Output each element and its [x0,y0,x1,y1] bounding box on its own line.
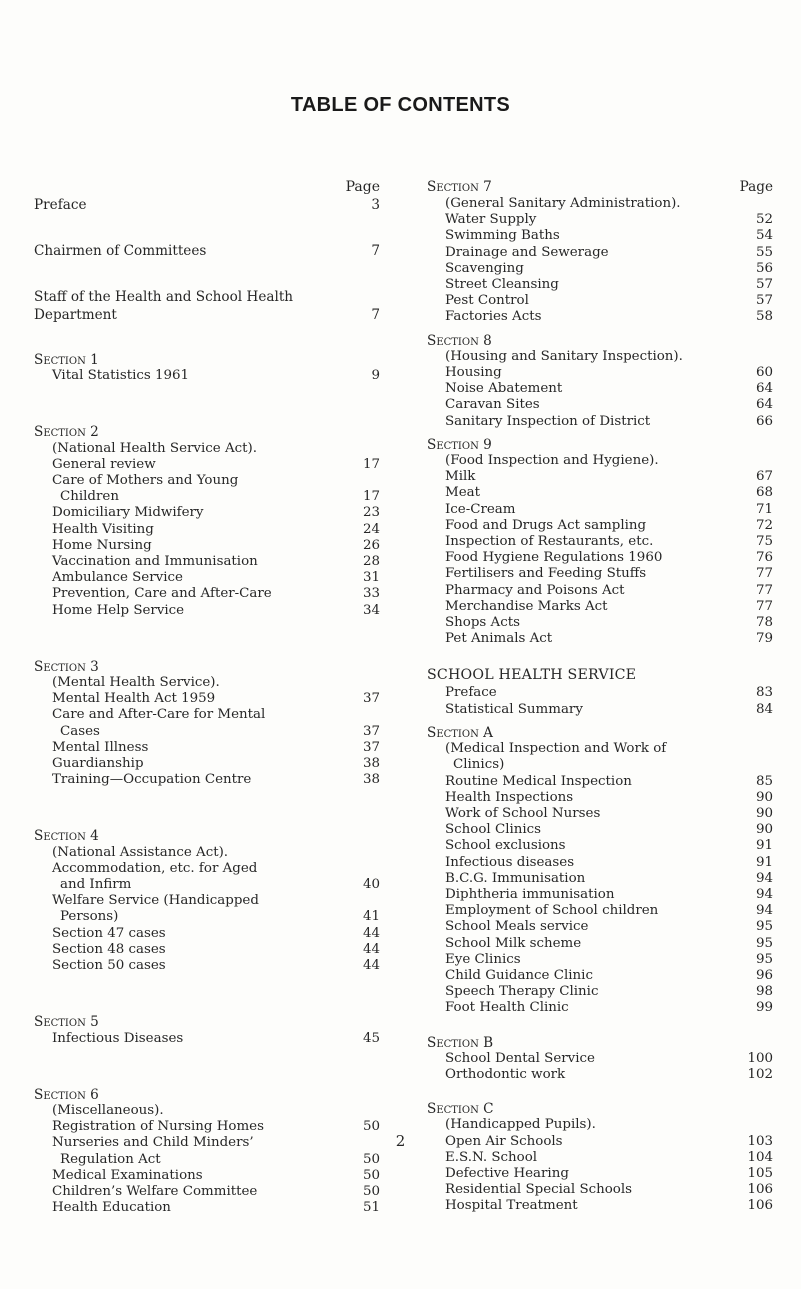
section-3-items [34,691,380,788]
toc-entry-label: Mental Health Act 1959 [52,691,216,707]
toc-entry-page: 37 [362,723,380,739]
section-heading: Section 7 [427,179,492,195]
toc-entry-label: and Infirm [60,877,132,893]
toc-entry[interactable] [34,489,380,505]
section-heading: Section 8 [427,332,492,349]
toc-entry-label: Pet Animals Act [445,631,553,647]
toc-entry-label: Inspection of Restaurants, etc. [445,534,654,550]
toc-entry-label: Employment of School children [445,903,659,919]
toc-entry[interactable] [427,702,773,718]
toc-entry-label: Regulation Act [60,1151,161,1167]
toc-entry-page: 44 [362,941,380,957]
toc-entry-label: Speech Therapy Clinic [445,984,599,1000]
toc-entry-label: Scavenging [445,260,524,276]
toc-entry-label: Health Visiting [52,521,154,537]
toc-entry[interactable] [34,473,380,489]
toc-entry-label: E.S.N. School [445,1149,538,1165]
toc-entry[interactable] [427,277,773,293]
toc-entry[interactable] [34,909,380,925]
toc-entry-page: 38 [362,756,380,772]
toc-entry-page: 103 [747,1133,773,1149]
section-b-items [427,1051,773,1083]
toc-entry[interactable] [427,212,773,228]
toc-entry[interactable] [427,599,773,615]
toc-entry[interactable] [34,861,380,877]
toc-entry-label: Child Guidance Clinic [445,967,593,983]
toc-entry-label: Children [60,489,119,505]
toc-entry-page: 37 [362,691,380,707]
toc-entry-page: 54 [755,228,773,244]
toc-entry-page: 23 [362,505,380,521]
toc-entry-page: 99 [755,1000,773,1016]
toc-entry-page: 85 [755,773,773,789]
toc-entry[interactable] [427,919,773,935]
section-heading: Section B [427,1034,494,1051]
section-8-items [427,365,773,430]
toc-entry-label: Housing [445,365,502,381]
toc-entry[interactable] [34,958,380,974]
toc-entry-page: 106 [747,1182,773,1198]
toc-entry-label: Medical Examinations [52,1167,203,1183]
toc-entry-page: 50 [362,1119,380,1135]
toc-entry[interactable] [427,261,773,277]
toc-entry-label: Care and After-Care for Mental [52,707,266,723]
page-title: TABLE OF CONTENTS [290,94,511,116]
toc-entry-label: Work of School Nurses [445,805,601,821]
toc-entry-label: Shops Acts [445,615,520,631]
toc-entry-label: Sanitary Inspection of District [445,413,651,429]
toc-entry-page: 50 [362,1167,380,1183]
toc-entry[interactable] [427,685,773,701]
toc-entry-label: Training—Occupation Centre [52,772,252,788]
toc-entry[interactable] [34,538,380,554]
toc-entry-page: 64 [755,381,773,397]
toc-entry[interactable] [34,457,380,473]
toc-entry-label: Caravan Sites [445,397,540,413]
section-heading: Section C [427,1101,494,1118]
toc-entry[interactable] [34,724,380,740]
toc-entry[interactable] [427,615,773,631]
section-heading: Section 2 [34,424,99,441]
toc-entry[interactable] [427,822,773,838]
toc-entry-label: Care of Mothers and Young [52,473,239,489]
toc-entry-label: Water Supply [445,212,537,228]
toc-entry-page: 50 [362,1183,380,1199]
toc-entry[interactable] [427,485,773,501]
toc-entry[interactable] [427,1150,773,1166]
section-subtitle: (Miscellaneous). [52,1102,164,1118]
toc-entry[interactable] [427,1051,773,1067]
toc-entry-page: 41 [362,909,380,925]
toc-entry-label: Merchandise Marks Act [445,598,608,614]
toc-entry-page: 44 [362,925,380,941]
section-subtitle: Clinics) [453,757,505,773]
toc-entry-page: 100 [747,1050,773,1066]
toc-entry-staff[interactable]: Staff of the Health and School Health Department 7 [34,289,380,323]
toc-entry[interactable] [427,871,773,887]
section-4-items [34,861,380,974]
toc-entry-label: General review [52,456,156,472]
toc-entry-label: Ambulance Service [52,570,183,586]
toc-entry-page: 75 [755,534,773,550]
toc-entry[interactable] [34,707,380,723]
toc-entry-chairmen[interactable]: Chairmen of Committees 7 [34,243,380,259]
toc-entry-page: 96 [755,967,773,983]
toc-entry-page: 91 [755,854,773,870]
toc-entry[interactable] [427,952,773,968]
toc-entry[interactable] [34,1168,380,1184]
toc-entry-page: 94 [755,903,773,919]
toc-entry-page: 24 [362,521,380,537]
toc-entry-page: 106 [747,1198,773,1214]
toc-entry-page: 77 [755,598,773,614]
toc-entry-label: School Dental Service [445,1050,595,1066]
toc-entry-label: Infectious Diseases [52,1030,184,1046]
toc-entry-label: Home Help Service [52,602,185,618]
toc-entry[interactable] [427,1067,773,1083]
toc-entry-label: Orthodontic work [445,1066,566,1082]
section-2-items [34,457,380,619]
toc-entry-page: 44 [362,958,380,974]
toc-entry-label: Hospital Treatment [445,1198,578,1214]
toc-entry-label: Milk [445,469,476,485]
toc-entry-label: Health Inspections [445,789,574,805]
section-1-items [34,368,380,384]
toc-entry-label: Pharmacy and Poisons Act [445,582,625,598]
section-heading: Section 5 [34,1014,99,1031]
page-column-header: Page [345,179,380,195]
toc-entry[interactable] [34,505,380,521]
toc-entry-label: Section 47 cases [52,925,166,941]
toc-entry-label: Ice-Cream [445,501,516,517]
toc-entry-page: 83 [755,685,773,701]
toc-entry-page: 50 [362,1151,380,1167]
toc-entry-page: 71 [755,501,773,517]
toc-entry[interactable] [427,502,773,518]
toc-entry-label: Cases [60,723,100,739]
toc-entry[interactable] [34,554,380,570]
toc-entry-label: Vaccination and Immunisation [52,554,258,570]
toc-entry-page: 68 [755,485,773,501]
toc-entry-page: 33 [362,586,380,602]
toc-entry-label: Noise Abatement [445,381,563,397]
toc-entry-label: Factories Acts [445,309,542,325]
toc-entry-label: Drainage and Sewerage [445,244,609,260]
toc-entry[interactable] [427,1198,773,1214]
toc-entry[interactable] [427,228,773,244]
toc-entry-page: 17 [362,489,380,505]
toc-entry-label: Vital Statistics 1961 [52,368,190,384]
toc-entry[interactable] [427,566,773,582]
toc-entry-label: Guardianship [52,756,144,772]
section-9-items [427,469,773,647]
toc-entry[interactable] [34,942,380,958]
toc-entry[interactable] [427,855,773,871]
toc-entry[interactable] [34,1184,380,1200]
section-subtitle: (Mental Health Service). [52,675,220,691]
toc-entry-page: 95 [755,919,773,935]
toc-entry-label: Mental Illness [52,739,149,755]
toc-entry[interactable] [34,926,380,942]
toc-entry-page: 102 [747,1066,773,1082]
toc-entry-page: 84 [755,701,773,717]
toc-entry-page: 51 [362,1200,380,1216]
toc-entry[interactable] [34,586,380,602]
section-subtitle: (National Assistance Act). [52,844,229,860]
toc-entry[interactable] [34,893,380,909]
toc-entry[interactable] [427,838,773,854]
toc-entry-label: Persons) [60,909,119,925]
toc-entry-page: 9 [371,368,380,384]
toc-entry-label: Foot Health Clinic [445,1000,569,1016]
toc-entry-label: School Milk scheme [445,935,582,951]
toc-entry[interactable] [34,570,380,586]
toc-entry-page: 28 [362,554,380,570]
toc-entry-page: 91 [755,838,773,854]
toc-entry[interactable] [427,968,773,984]
toc-left-column [34,178,380,1216]
toc-entry[interactable] [34,772,380,788]
section-a-items [427,774,773,1017]
school-health-heading: SCHOOL HEALTH SERVICE [427,667,637,684]
toc-entry-label: School Clinics [445,822,542,838]
toc-entry[interactable] [427,365,773,381]
toc-entry-label: Section 48 cases [52,941,166,957]
toc-entry-page: 55 [755,244,773,260]
toc-entry[interactable] [427,1000,773,1016]
toc-entry[interactable] [34,1031,380,1047]
toc-entry[interactable] [427,293,773,309]
toc-entry[interactable] [427,631,773,647]
toc-entry-label: B.C.G. Immunisation [445,870,586,886]
section-heading: Section 3 [34,658,99,675]
toc-entry[interactable] [427,936,773,952]
toc-entry[interactable] [34,368,380,384]
toc-entry-page: 58 [755,309,773,325]
toc-entry[interactable] [34,740,380,756]
section-heading: Section 4 [34,828,99,845]
toc-entry-page: 52 [755,212,773,228]
toc-entry[interactable] [427,245,773,261]
toc-entry-page: 60 [755,365,773,381]
school-health-items [427,685,773,717]
toc-entry[interactable] [427,1182,773,1198]
toc-entry-page: 105 [747,1165,773,1181]
toc-entry[interactable] [427,309,773,325]
toc-entry[interactable] [34,877,380,893]
toc-entry-label: Eye Clinics [445,951,521,967]
toc-entry-label: Swimming Baths [445,228,560,244]
toc-entry-page: 26 [362,537,380,553]
toc-entry[interactable] [427,1166,773,1182]
toc-entry[interactable] [427,381,773,397]
toc-entry-page: 45 [362,1030,380,1046]
section-heading: Section 1 [34,352,99,368]
toc-entry[interactable] [34,691,380,707]
toc-entry[interactable] [34,603,380,619]
toc-entry-label: Street Cleansing [445,277,559,293]
toc-entry-label: Nurseries and Child Minders’ [52,1135,254,1151]
toc-entry-page: 90 [755,805,773,821]
toc-entry-page: 78 [755,615,773,631]
toc-entry[interactable] [34,1152,380,1168]
toc-entry-page: 76 [755,550,773,566]
section-heading: Section 9 [427,436,492,453]
section-subtitle: (National Health Service Act). [52,440,257,456]
toc-entry-page: 64 [755,397,773,413]
toc-entry-page: 94 [755,870,773,886]
toc-entry-label: Meat [445,485,481,501]
section-7-items [427,212,773,325]
page-number: 2 [395,1132,406,1150]
toc-entry-page: 104 [747,1149,773,1165]
toc-entry[interactable] [427,790,773,806]
toc-entry[interactable] [427,887,773,903]
page-column-header: Page [739,179,773,195]
toc-entry[interactable] [34,1200,380,1216]
toc-entry-page: 95 [755,951,773,967]
toc-entry-label: Defective Hearing [445,1165,569,1181]
toc-entry-page: 67 [755,469,773,485]
toc-entry-page: 57 [755,293,773,309]
toc-entry-page: 40 [362,877,380,893]
toc-entry-page: 77 [755,582,773,598]
toc-entry-label: Infectious diseases [445,854,575,870]
toc-entry-preface[interactable]: Preface 3 [34,197,380,213]
toc-entry-label: Welfare Service (Handicapped [52,893,259,909]
toc-right-column [427,178,773,1215]
section-subtitle: (Housing and Sanitary Inspection). [445,348,683,364]
toc-entry-page: 31 [362,570,380,586]
toc-entry-page: 38 [362,772,380,788]
toc-entry-page: 94 [755,886,773,902]
toc-entry[interactable] [427,903,773,919]
toc-entry-label: Food Hygiene Regulations 1960 [445,550,663,566]
toc-entry[interactable] [427,806,773,822]
toc-entry-label: Diphtheria immunisation [445,886,615,902]
section-heading: Section 6 [34,1086,99,1103]
section-heading: Section A [427,724,493,741]
toc-entry-page: 95 [755,935,773,951]
toc-entry-label: Domiciliary Midwifery [52,505,204,521]
toc-entry-label: Open Air Schools [445,1133,563,1149]
toc-entry-label: Registration of Nursing Homes [52,1119,264,1135]
toc-entry-label: Pest Control [445,293,529,309]
toc-entry-label: Prevention, Care and After-Care [52,586,272,602]
toc-entry-label: School Meals service [445,919,589,935]
section-5-items [34,1031,380,1047]
toc-entry-label: Accommodation, etc. for Aged [52,860,258,876]
toc-entry-page: 17 [362,456,380,472]
toc-entry-label: Routine Medical Inspection [445,773,632,789]
toc-entry[interactable] [427,534,773,550]
toc-entry-label: Home Nursing [52,537,152,553]
toc-entry-page: 98 [755,984,773,1000]
toc-entry-page: 37 [362,739,380,755]
toc-entry-label: School exclusions [445,838,566,854]
toc-entry-label: Children’s Welfare Committee [52,1183,258,1199]
toc-entry-label: Fertilisers and Feeding Stuffs [445,566,647,582]
toc-entry-label: Food and Drugs Act sampling [445,517,647,533]
toc-entry-label: Preface [445,685,497,701]
toc-entry-page: 56 [755,260,773,276]
toc-entry[interactable] [427,583,773,599]
toc-entry[interactable] [34,522,380,538]
section-subtitle: (Medical Inspection and Work of [445,741,667,757]
toc-entry[interactable] [427,774,773,790]
toc-entry-page: 90 [755,789,773,805]
section-subtitle: (Food Inspection and Hygiene). [445,453,659,469]
toc-entry-page: 77 [755,566,773,582]
section-subtitle: (Handicapped Pupils). [445,1117,596,1133]
section-subtitle: (General Sanitary Administration). [445,196,681,211]
toc-entry-page: 66 [755,413,773,429]
toc-entry-page: 79 [755,631,773,647]
toc-entry-label: Statistical Summary [445,701,583,717]
toc-entry-label: Health Education [52,1200,171,1216]
toc-entry[interactable] [427,397,773,413]
toc-entry[interactable] [427,550,773,566]
toc-entry[interactable] [427,414,773,430]
toc-entry-label: Residential Special Schools [445,1182,633,1198]
toc-entry-page: 90 [755,822,773,838]
section-7-header [427,178,773,196]
toc-entry-page: 57 [755,277,773,293]
toc-entry[interactable] [34,756,380,772]
toc-entry[interactable] [427,984,773,1000]
toc-entry-label: Section 50 cases [52,958,166,974]
toc-entry[interactable] [427,469,773,485]
toc-entry-page: 72 [755,517,773,533]
toc-entry[interactable] [427,518,773,534]
toc-entry-page: 34 [362,602,380,618]
